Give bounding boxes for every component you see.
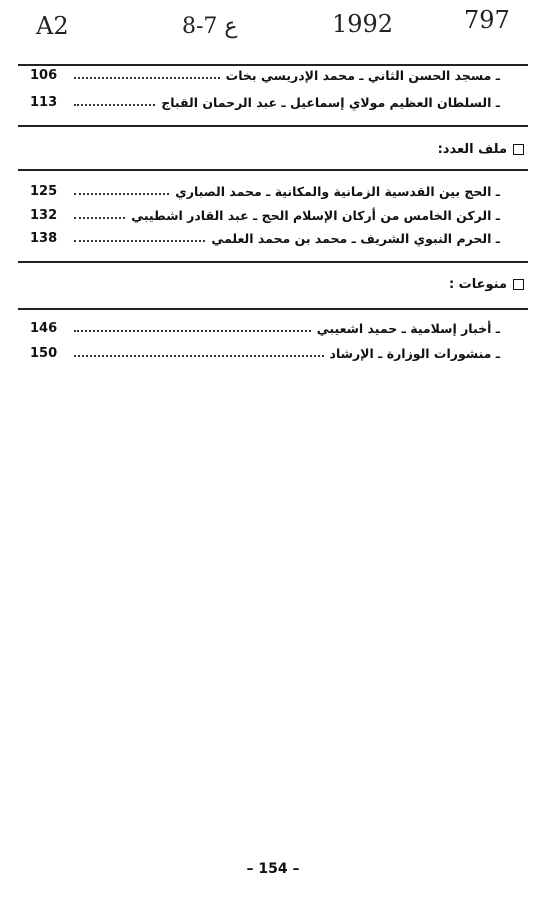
checkbox-icon [513,279,524,290]
section-heading [438,142,524,157]
toc-entry-page: 146 [30,320,58,336]
section-divider [18,261,528,263]
toc-entry-title: ـ مسجد الحسن الثاني ـ محمد الإدريسي بخات [225,67,500,83]
section-divider [18,169,528,171]
toc-entry-title: ـ منشورات الوزارة ـ الإرشاد [329,345,500,361]
toc-entry [30,344,500,362]
leader-dots [74,324,311,332]
leader-dots [74,349,324,357]
handwritten-year: 1992 [332,10,394,38]
checkbox-icon [513,144,524,155]
toc-entry-title: ـ الحج بين القدسية الزمانية والمكانية ـ محمد الصباري [175,183,500,199]
toc-entry-title: ـ السلطان العظيم مولاي إسماعيل ـ عبد الرحمان القباج [161,94,500,110]
toc-entry [30,229,500,247]
section-divider [18,125,528,127]
toc-entry [30,93,500,111]
section-divider [18,308,528,310]
toc-entry-page: 150 [30,345,58,361]
leader-dots [74,234,205,242]
section-heading [449,277,524,292]
toc-entry-title: ـ الركن الخامس من أركان الإسلام الحج ـ عبد القادر اشطيبي [131,207,500,223]
leader-dots [74,71,220,79]
toc-entry [30,66,500,84]
leader-dots [74,98,155,106]
toc-entry-page: 106 [30,67,58,83]
section-heading-label: ملف العدد: [437,142,507,157]
handwritten-number: 797 [464,6,510,34]
handwritten-code: A2 [36,12,69,40]
toc-entry-page: 132 [30,207,58,223]
leader-dots [74,211,125,219]
page-number: – 154 – [246,861,300,877]
handwritten-issue: 8-7 ع [182,14,238,39]
leader-dots [74,187,169,195]
section-heading-label: منوعات : [448,277,507,292]
toc-entry-page: 125 [30,183,58,199]
toc-entry [30,182,500,200]
toc-entry-page: 113 [30,94,58,110]
toc-entry [30,319,500,337]
toc-entry-title: ـ أخبار إسلامية ـ حميد اشعيبي [316,320,500,336]
toc-entry-title: ـ الحرم النبوي الشريف ـ محمد بن محمد العلمي [211,230,500,246]
toc-entry [30,206,500,224]
toc-entry-page: 138 [30,230,58,246]
